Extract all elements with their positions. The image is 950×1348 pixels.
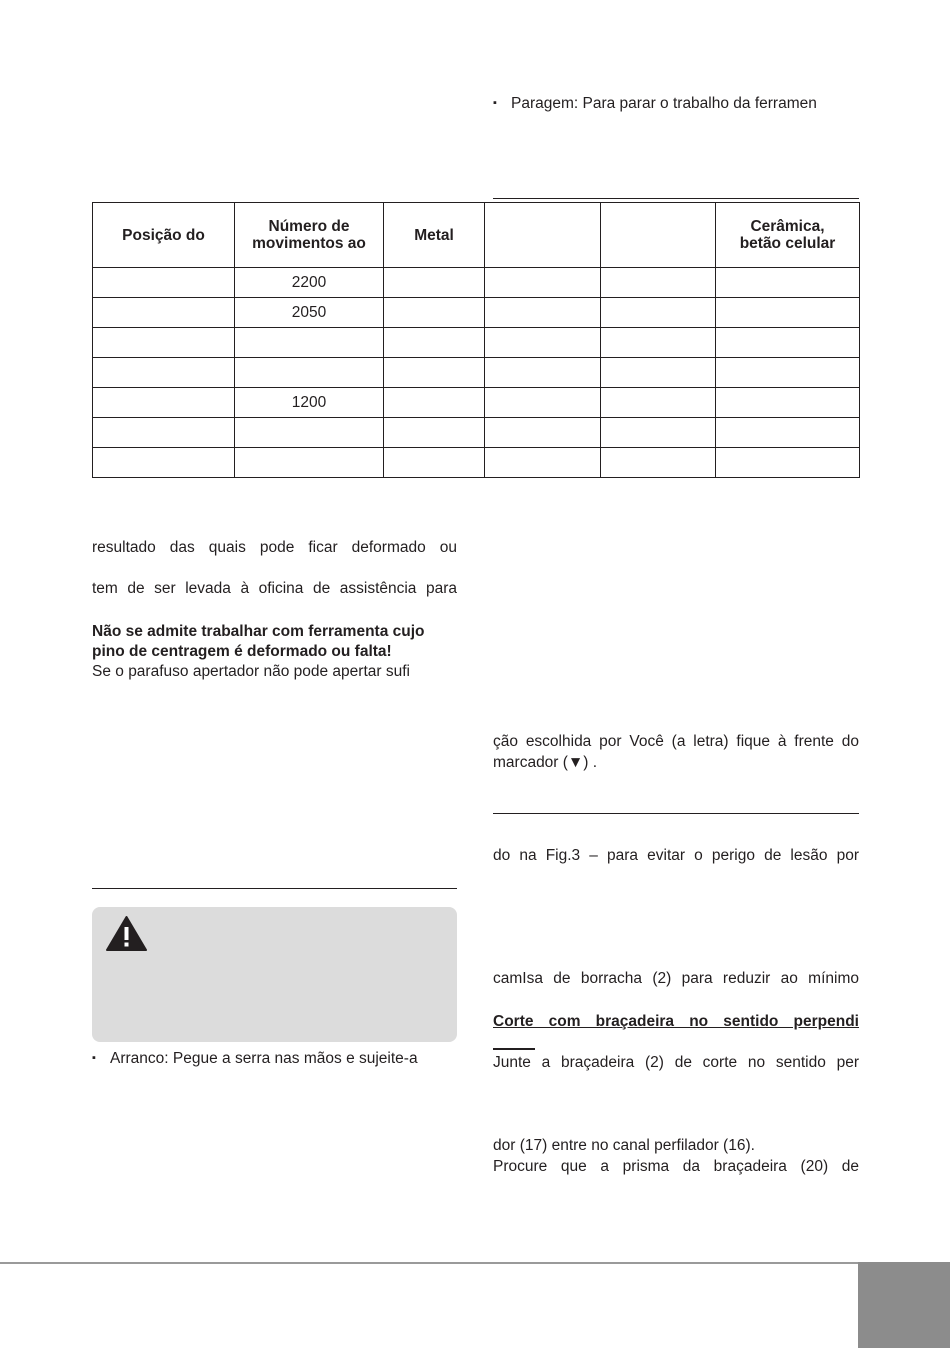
- left-text-line: Se o parafuso apertador não pode apertar sufi: [92, 663, 410, 680]
- header-cell: [601, 203, 716, 268]
- section-rule: [92, 888, 457, 889]
- page-tab: [858, 1262, 950, 1348]
- table-cell: [601, 418, 716, 448]
- table-cell: [384, 418, 485, 448]
- table-row: [93, 298, 860, 328]
- paragem-text: Paragem: Para parar o trabalho da ferramen: [511, 95, 817, 112]
- warning-bold-line: Não se admite trabalhar com ferramenta cujo: [92, 623, 425, 640]
- table-cell: [485, 268, 601, 298]
- table-cell: [384, 358, 485, 388]
- table-cell: [485, 298, 601, 328]
- header-cell: Metal: [384, 203, 485, 268]
- right-text-line: Procure que a prisma da braçadeira (20) de: [493, 1158, 859, 1175]
- table-cell: [601, 268, 716, 298]
- table-row: [93, 418, 860, 448]
- table-cell: 2200: [235, 268, 384, 298]
- table-cell: [235, 448, 384, 478]
- right-text-line: do na Fig.3 – para evitar o perigo de lesão por: [493, 847, 859, 864]
- table-row: [93, 448, 860, 478]
- header-cell: [485, 203, 601, 268]
- table-cell: [384, 328, 485, 358]
- table-cell: [716, 358, 860, 388]
- table-cell: [93, 358, 235, 388]
- arranco-text: Arranco: Pegue a serra nas mãos e sujeite-a: [110, 1050, 418, 1067]
- table-cell: [93, 418, 235, 448]
- table-cell: [235, 418, 384, 448]
- header-line: Número de: [268, 218, 350, 235]
- right-text-line: marcador (▼) .: [493, 754, 598, 771]
- table-cell: [716, 268, 860, 298]
- table-row: [93, 388, 860, 418]
- header-line: movimentos ao: [252, 235, 366, 252]
- header-line: Cerâmica,: [750, 218, 825, 235]
- header-cell: Posição do: [93, 203, 235, 268]
- header-line: betão celular: [739, 235, 836, 252]
- arranco-item: [92, 1048, 418, 1069]
- left-text-line: resultado das quais pode ficar deformado ou: [92, 539, 457, 556]
- table-cell: [485, 448, 601, 478]
- header-cell: [716, 203, 860, 268]
- section-heading: Corte com braçadeira no sentido perpendi: [493, 1013, 859, 1030]
- table-cell: [384, 298, 485, 328]
- table-cell: [384, 448, 485, 478]
- square-bullet-icon: ▪: [92, 1052, 96, 1064]
- table-cell: [384, 268, 485, 298]
- right-text-line: camIsa de borracha (2) para reduzir ao mínimo: [493, 970, 859, 987]
- table-row: [93, 358, 860, 388]
- table-cell: [716, 388, 860, 418]
- speed-table: [92, 202, 860, 478]
- table-cell: [716, 298, 860, 328]
- header-cell: [235, 203, 384, 268]
- table-header-row: [93, 203, 860, 268]
- table-cell: [716, 448, 860, 478]
- left-text-line: tem de ser levada à oficina de assistência para: [92, 580, 457, 597]
- warning-triangle-icon: [105, 915, 148, 952]
- table-cell: [716, 328, 860, 358]
- table-cell: [93, 448, 235, 478]
- warning-box: [92, 907, 457, 1042]
- table-cell: [485, 358, 601, 388]
- table-cell: [485, 418, 601, 448]
- table-cell: 2050: [235, 298, 384, 328]
- table-cell: 1200: [235, 388, 384, 418]
- warning-bold-line: pino de centragem é deformado ou falta!: [92, 643, 392, 660]
- table-cell: [93, 388, 235, 418]
- table-cell: [93, 268, 235, 298]
- table-cell: [235, 358, 384, 388]
- table-cell: [235, 328, 384, 358]
- square-bullet-icon: ▪: [493, 97, 497, 109]
- table-cell: [601, 388, 716, 418]
- table-cell: [93, 298, 235, 328]
- table-cell: [601, 358, 716, 388]
- table-cell: [384, 388, 485, 418]
- section-rule: [493, 198, 859, 199]
- right-text-line: ção escolhida por Você (a letra) fique à frente do: [493, 733, 859, 750]
- right-text-line: Junte a braçadeira (2) de corte no sentido per: [493, 1054, 859, 1071]
- table-cell: [601, 448, 716, 478]
- table-row: [93, 328, 860, 358]
- section-rule: [493, 813, 859, 814]
- table-cell: [93, 328, 235, 358]
- table-row: [93, 268, 860, 298]
- table-cell: [601, 298, 716, 328]
- table-cell: [485, 328, 601, 358]
- table-cell: [485, 388, 601, 418]
- footer-rule: [0, 1262, 858, 1264]
- heading-underline: [493, 1048, 535, 1050]
- table-cell: [601, 328, 716, 358]
- paragem-item: [493, 93, 817, 114]
- right-text-line: dor (17) entre no canal perfilador (16).: [493, 1137, 755, 1154]
- table-cell: [716, 418, 860, 448]
